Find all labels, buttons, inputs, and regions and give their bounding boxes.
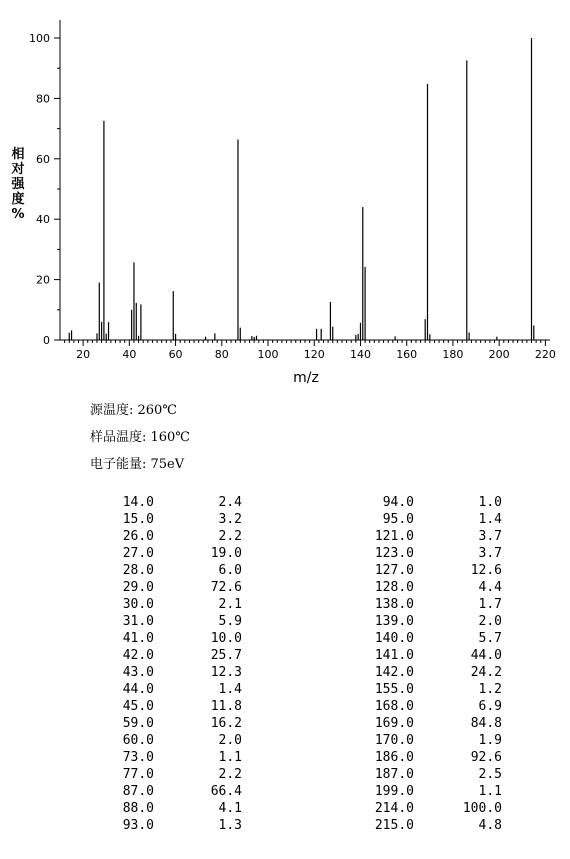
table-intensity: 10.0 [210,631,242,646]
table-intensity: 4.4 [478,580,502,595]
table-mz: 215.0 [374,818,414,833]
y-tick-label: 0 [43,334,50,347]
table-intensity: 6.0 [218,563,242,578]
table-intensity: 44.0 [470,648,502,663]
table-mz: 169.0 [374,716,414,731]
table-intensity: 84.8 [470,716,502,731]
table-intensity: 1.1 [218,750,242,765]
table-mz: 60.0 [122,733,154,748]
table-intensity: 1.4 [478,512,502,527]
table-mz: 121.0 [374,529,414,544]
table-mz: 155.0 [374,682,414,697]
table-intensity: 2.5 [478,767,502,782]
table-intensity: 5.9 [218,614,242,629]
table-mz: 94.0 [382,495,414,510]
table-intensity: 1.9 [478,733,502,748]
y-tick-label: 20 [36,273,50,287]
table-mz: 187.0 [374,767,414,782]
table-mz: 15.0 [122,512,154,527]
table-intensity: 2.0 [478,614,502,629]
table-mz: 73.0 [122,750,154,765]
x-tick-label: 120 [303,348,325,361]
x-tick-label: 220 [534,348,556,361]
table-intensity: 6.9 [478,699,502,714]
table-mz: 27.0 [122,546,154,561]
y-tick-label: 100 [29,32,50,45]
table-intensity: 12.3 [210,665,242,680]
y-axis-label-char: 对 [11,162,25,177]
x-tick-label: 60 [168,348,183,361]
table-mz: 142.0 [374,665,414,680]
table-intensity: 1.2 [478,682,502,697]
table-mz: 141.0 [374,648,414,663]
source-temperature: 源温度: 260℃ [90,403,177,418]
table-mz: 28.0 [122,563,154,578]
table-mz: 128.0 [374,580,414,595]
sample-temperature: 样品温度: 160℃ [90,430,190,445]
table-intensity: 92.6 [470,750,502,765]
y-axis-label-char: 强 [11,177,25,192]
y-tick-label: 80 [36,92,50,106]
table-mz: 77.0 [122,767,154,782]
x-tick-label: 160 [396,348,418,361]
table-mz: 87.0 [122,784,154,799]
x-tick-label: 140 [349,348,371,361]
table-intensity: 16.2 [210,716,242,731]
x-tick-label: 40 [122,348,137,361]
y-tick-label: 60 [36,152,50,166]
table-intensity: 1.7 [478,597,502,612]
x-tick-label: 180 [442,348,464,361]
table-mz: 42.0 [122,648,154,663]
table-mz: 93.0 [122,818,154,833]
table-mz: 214.0 [374,801,414,816]
y-tick-label: 40 [36,213,50,227]
table-mz: 26.0 [122,529,154,544]
electron-energy: 电子能量: 75eV [90,457,185,472]
table-intensity: 2.2 [218,529,242,544]
table-intensity: 100.0 [462,801,502,816]
x-tick-label: 100 [257,348,279,361]
table-intensity: 1.0 [478,495,502,510]
table-intensity: 11.8 [210,699,242,714]
table-mz: 44.0 [122,682,154,697]
table-mz: 199.0 [374,784,414,799]
table-mz: 41.0 [122,631,154,646]
x-tick-label: 80 [214,348,229,361]
table-mz: 30.0 [122,597,154,612]
y-axis-label-char: 度 [11,192,25,207]
table-intensity: 66.4 [210,784,242,799]
table-mz: 95.0 [382,512,414,527]
table-mz: 168.0 [374,699,414,714]
table-intensity: 4.8 [478,818,502,833]
table-intensity: 3.7 [478,529,502,544]
table-intensity: 3.7 [478,546,502,561]
table-intensity: 2.1 [218,597,242,612]
table-intensity: 2.0 [218,733,242,748]
table-intensity: 12.6 [470,563,502,578]
table-mz: 59.0 [122,716,154,731]
y-axis-label-char: % [11,207,25,222]
x-axis-label: m/z [293,370,319,386]
table-mz: 186.0 [374,750,414,765]
table-mz: 29.0 [122,580,154,595]
table-intensity: 1.1 [478,784,502,799]
table-intensity: 19.0 [210,546,242,561]
table-mz: 43.0 [122,665,154,680]
y-axis-label-char: 相 [11,147,25,162]
table-intensity: 2.2 [218,767,242,782]
table-intensity: 1.4 [218,682,242,697]
table-intensity: 5.7 [478,631,502,646]
table-mz: 170.0 [374,733,414,748]
table-mz: 123.0 [374,546,414,561]
table-mz: 140.0 [374,631,414,646]
table-intensity: 72.6 [210,580,242,595]
table-intensity: 24.2 [470,665,502,680]
table-mz: 139.0 [374,614,414,629]
table-intensity: 4.1 [218,801,242,816]
x-tick-label: 20 [76,348,91,361]
table-mz: 31.0 [122,614,154,629]
table-mz: 14.0 [122,495,154,510]
x-tick-label: 200 [488,348,510,361]
table-intensity: 25.7 [210,648,242,663]
table-mz: 138.0 [374,597,414,612]
table-intensity: 1.3 [218,818,242,833]
table-mz: 127.0 [374,563,414,578]
table-intensity: 2.4 [218,495,242,510]
table-mz: 88.0 [122,801,154,816]
table-mz: 45.0 [122,699,154,714]
table-intensity: 3.2 [218,512,242,527]
